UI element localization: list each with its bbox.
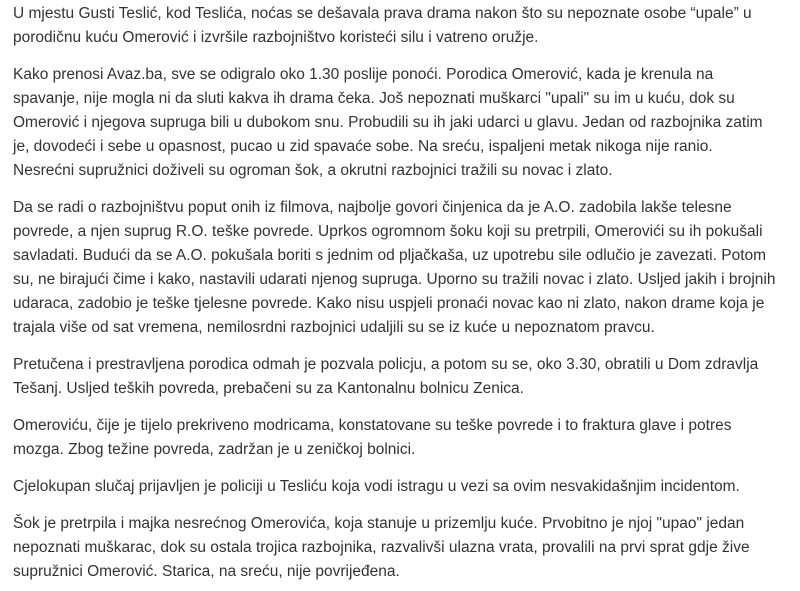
paragraph-intro: U mjestu Gusti Teslić, kod Teslića, noćas se dešavala prava drama nakon što su nepoznate osobe “upale” u porodičnu kuću Omerović i izvršile razbojništvo koristeći silu i vatreno oružje.: [13, 5, 752, 46]
paragraph-report: Kako prenosi Avaz.ba, sve se odigralo oko 1.30 poslije ponoći. Porodica Omerović, kada je krenula na spavanje, nije mogla ni da sluti kakva ih drama čeka. Još nepoznati muškarci "upali" su im u kuću, dok su Omerović i njegova supruga bili u dubokom snu. Probudili su ih jaki udarci u glavu. Jedan od razbojnika zatim je, dovodeći i sebe u opasnost, pucao u zid spavaće sobe. Na sreću, ispaljeni metak nikoga nije ranio. Nesrećni supružnici doživeli su ogroman šok, a okrutni razbojnici tražili su novac i zlato.: [13, 66, 763, 179]
paragraph-injuries: Da se radi o razbojništvu poput onih iz filmova, najbolje govori činjenica da je A.O. zadobila lakše telesne povrede, a njen suprug R.O. teške povrede. Uprkos ogromnom šoku koji su pretrpili, Omerovići su ih pokušali savladati. Budući da se A.O. pokušala boriti s jednim od pljačkaša, uz upotrebu sile odlučio je zavezati. Potom su, ne birajući čime i kako, nastavili udarati njenog supruga. Uporno su tražili novac i zlato. Usljed jakih i brojnih udaraca, zadobio je teške tjelesne povrede. Kako nisu uspjeli pronaći novac kao ni zlato, nakon drame koja je trajala više od sat vremena, nemilosrdni razbojnici udaljili su se iz kuće u nepoznatom pravcu.: [13, 199, 776, 336]
paragraph-mother: Šok je pretrpila i majka nesrećnog Omerovića, koja stanuje u prizemlju kuće. Prvobitno je njoj "upao" jedan nepoznati muškarac, dok su ostala trojica razbojnika, razvalivši ulazna vrata, provalili na prvi sprat gdje žive supružnici Omerović. Starica, na sreću, nije povrijeđena.: [13, 515, 750, 580]
paragraph-diagnosis: Omeroviću, čije je tijelo prekriveno modricama, konstatovane su teške povrede i to fraktura glave i potres mozga. Zbog težine povreda, zadržan je u zeničkoj bolnici.: [13, 417, 732, 458]
paragraph-hospital: Pretučena i prestravljena porodica odmah je pozvala policju, a potom su se, oko 3.30, obratili u Dom zdravlja Tešanj. Usljed teških povreda, prebačeni su za Kantonalnu bolnicu Zenica.: [13, 356, 759, 397]
paragraph-investigation: Cjelokupan slučaj prijavljen je policiji u Tesliću koja vodi istragu u vezi sa ovim nesvakidašnjim incidentom.: [13, 478, 740, 495]
